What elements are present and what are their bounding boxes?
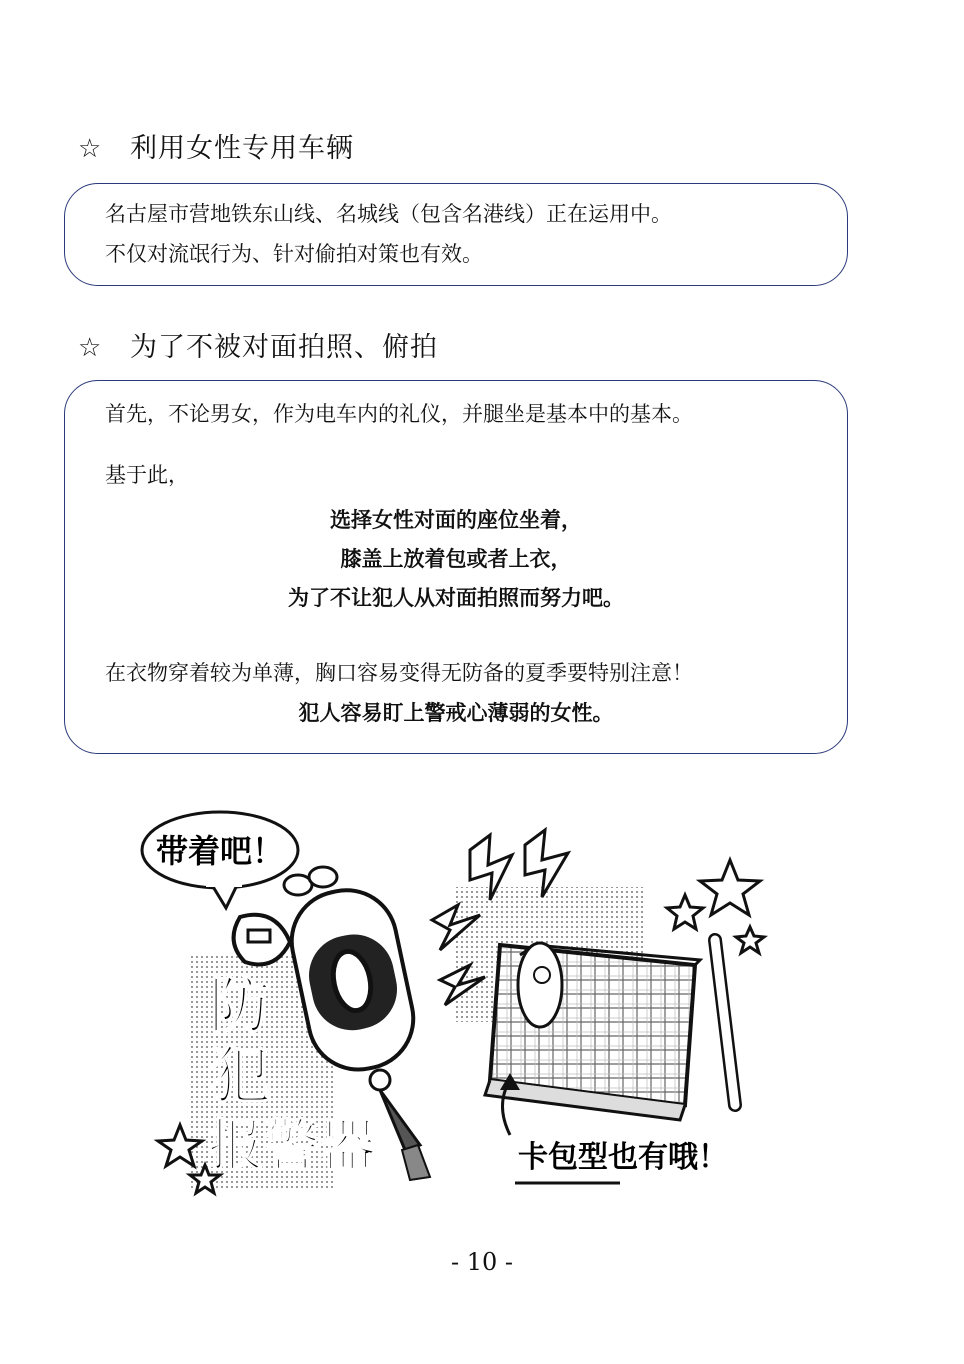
section2-heading [78, 325, 438, 364]
star-icon: ☆ [78, 134, 103, 164]
label-char-1: 防 [208, 969, 272, 1042]
section2-bold-line-3: 为了不让犯人从对面拍照而努力吧。 [288, 586, 624, 610]
alarm-illustration [140, 805, 800, 1200]
lightning-icon [525, 830, 568, 897]
section2-bold-line-1: 选择女性对面的座位坐着， [330, 508, 582, 532]
section1-line-2: 不仅对流氓行为、针对偷拍对策也有效。 [105, 242, 483, 266]
star-icon [700, 860, 760, 915]
star-icon: ☆ [78, 333, 103, 363]
tassel [370, 1070, 430, 1180]
section2-note: 在衣物穿着较为单薄，胸口容易变得无防备的夏季要特别注意！ [105, 661, 693, 685]
bubble-text: 带着吧！ [155, 832, 285, 870]
label-char-2: 犯 [208, 1039, 272, 1112]
section1-line-1: 名古屋市营地铁东山线、名城线（包含名港线）正在运用中。 [105, 202, 672, 226]
section1-heading [78, 126, 354, 165]
section1-box [64, 183, 848, 286]
card-case [485, 940, 735, 1120]
label-char-3: 报警器 [208, 1114, 376, 1179]
section2-bold-line-2: 膝盖上放着包或者上衣， [340, 547, 572, 571]
page-number: - 10 - [450, 1248, 513, 1276]
section2-box [64, 380, 848, 754]
star-icon [667, 895, 703, 929]
section2-note-bold: 犯人容易盯上警戒心薄弱的女性。 [298, 701, 614, 725]
section2-intro: 首先，不论男女，作为电车内的礼仪，并腿坐是基本中的基本。 [105, 402, 693, 426]
card-caption: 卡包型也有哦！ [518, 1140, 728, 1175]
star-icon [736, 927, 764, 953]
section1-title: 利用女性专用车辆 [130, 133, 354, 164]
section2-title: 为了不被对面拍照、俯拍 [130, 332, 438, 363]
section2-based: 基于此， [105, 463, 189, 487]
